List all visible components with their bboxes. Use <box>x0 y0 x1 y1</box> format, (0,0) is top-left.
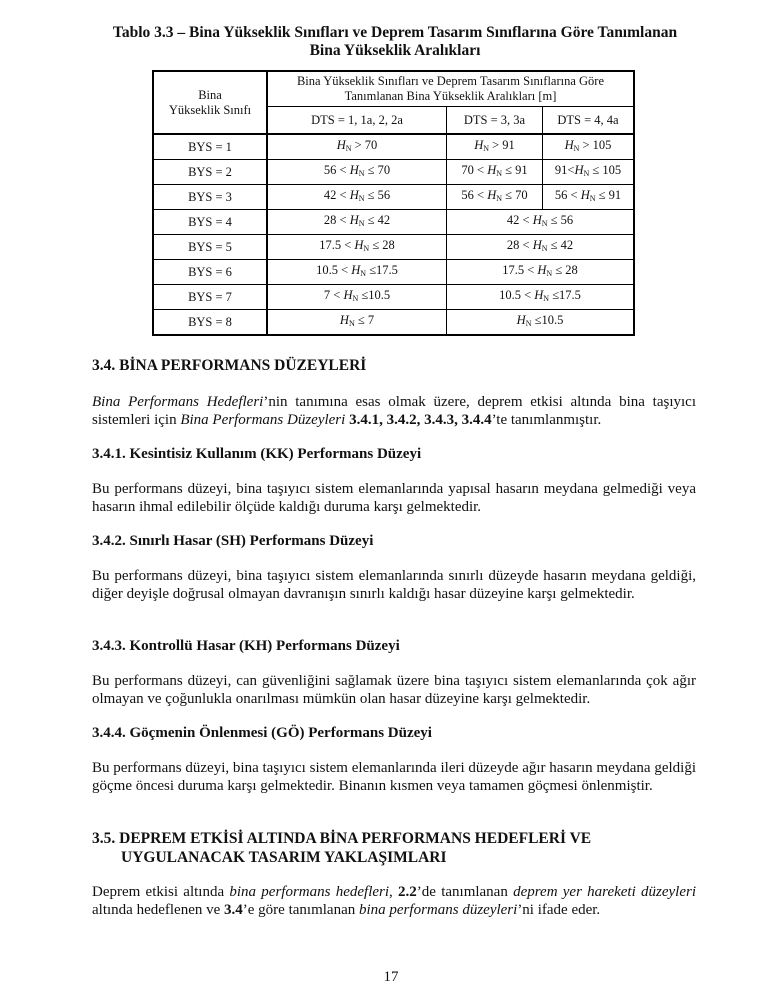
range-cell-merged: $28 < H_N \le 42$ <box>447 235 635 260</box>
table-caption-line-2: Bina Yükseklik Aralıkları <box>309 42 481 59</box>
bys-cell: BYS = 2 <box>153 160 267 185</box>
row-header-line-2: Yükseklik Sınıfı <box>168 102 252 117</box>
range-cell: $17.5 < H_N \le 28$ <box>267 235 447 260</box>
section-heading-3-5-line-2: UYGULANACAK TASARIM YAKLAŞIMLARI <box>121 849 447 866</box>
bys-cell: BYS = 8 <box>153 310 267 336</box>
section-3-4-4-paragraph: Bu performans düzeyi, bina taşıyıcı sistem elemanlarında ileri düzeyde ağır hasarın meydana geldiği göçme öncesi duruma karşı gelmektedir. Binanın kısmen veya tamamen göçmesi önlenmiştir. <box>92 760 696 794</box>
bys-cell: BYS = 3 <box>153 185 267 210</box>
bys-cell: BYS = 1 <box>153 134 267 160</box>
group-header-cell <box>267 71 634 107</box>
range-cell: $56 < H_N \le 70$ <box>267 160 447 185</box>
table-row <box>153 260 634 285</box>
group-header-line-1: Bina Yükseklik Sınıfları ve Deprem Tasarım Sınıflarına Göre <box>296 74 605 88</box>
section-3-4-1-paragraph: Bu performans düzeyi, bina taşıyıcı sistem elemanlarında yapısal hasarın meydana gelmediği veya hasarın ihmal edilebilir ölçüde kaldığı duruma karşı gelmektedir. <box>92 481 696 515</box>
range-cell: $56 < H_N \le 91$ <box>543 185 635 210</box>
column-header-dts-3: DTS = 3, 3a <box>447 107 543 135</box>
row-header-cell <box>153 71 267 134</box>
range-cell: $70 < H_N \le 91$ <box>447 160 543 185</box>
building-height-class-table <box>152 70 635 336</box>
section-heading-3-5 <box>92 829 591 867</box>
table-row <box>153 285 634 310</box>
range-cell: $42 < H_N \le 56$ <box>267 185 447 210</box>
section-3-4-3-paragraph: Bu performans düzeyi, can güvenliğini sağlamak üzere bina taşıyıcı sistem elemanlarında çok ağır olmayan ve çoğunlukla onarılması mümkün olan hasar düzeyine karşı gelmektedir. <box>92 673 696 707</box>
range-cell: $7 < H_N \le 10.5$ <box>267 285 447 310</box>
table-caption-line-1: Tablo 3.3 – Bina Yükseklik Sınıfları ve Deprem Tasarım Sınıflarına Göre Tanımlanan <box>112 24 678 41</box>
page-number: 17 <box>383 969 399 985</box>
section-heading-3-5-line-1: 3.5. DEPREM ETKİSİ ALTINDA BİNA PERFORMANS HEDEFLERİ VE <box>92 830 592 847</box>
section-heading-3-4: 3.4. BİNA PERFORMANS DÜZEYLERİ <box>92 357 367 374</box>
table-row <box>153 134 634 160</box>
section-heading-3-4-1: 3.4.1. Kesintisiz Kullanım (KK) Performans Düzeyi <box>92 446 422 462</box>
table-row <box>153 235 634 260</box>
section-3-5-paragraph: Deprem etkisi altında bina performans hedefleri, 2.2’de tanımlanan deprem yer hareketi düzeyleri altında hedeflenen ve 3.4’e göre tanımlanan bina performans düzeyleri’ni ifade eder. <box>92 884 696 918</box>
table-row <box>153 310 634 336</box>
section-heading-3-4-4: 3.4.4. Göçmenin Önlenmesi (GÖ) Performans Düzeyi <box>92 725 432 741</box>
range-cell: $H_N > 91$ <box>447 134 543 160</box>
range-cell: $91<H_N \le 105$ <box>543 160 635 185</box>
range-cell: $56 < H_N \le 70$ <box>447 185 543 210</box>
bys-cell: BYS = 6 <box>153 260 267 285</box>
range-cell: $H_N \le 7$ <box>267 310 447 336</box>
group-header-line-2: Tanımlanan Bina Yükseklik Aralıkları [m] <box>344 89 557 103</box>
table-row <box>153 160 634 185</box>
range-cell: $28 < H_N \le 42$ <box>267 210 447 235</box>
range-cell-merged: $17.5 < H_N \le 28$ <box>447 260 635 285</box>
section-heading-3-4-3: 3.4.3. Kontrollü Hasar (KH) Performans Düzeyi <box>92 638 400 654</box>
range-cell: $H_N > 70$ <box>267 134 447 160</box>
range-cell: $H_N > 105$ <box>543 134 635 160</box>
column-header-dts-4: DTS = 4, 4a <box>543 107 635 135</box>
table-row <box>153 185 634 210</box>
range-cell-merged: $H_N \le 10.5$ <box>447 310 635 336</box>
row-header-line-1: Bina <box>198 87 222 102</box>
range-cell: $10.5 < H_N \le 17.5$ <box>267 260 447 285</box>
bys-cell: BYS = 5 <box>153 235 267 260</box>
bys-cell: BYS = 7 <box>153 285 267 310</box>
section-3-4-paragraph: Bina Performans Hedefleri’nin tanımına esas olmak üzere, deprem etkisi altında bina taşıyıcı sistemleri için Bina Performans Düzeyleri 3.4.1, 3.4.2, 3.4.3, 3.4.4’te tanımlanmıştır. <box>92 394 696 428</box>
range-cell-merged: $42 < H_N \le 56$ <box>447 210 635 235</box>
table-row <box>153 210 634 235</box>
section-3-4-2-paragraph: Bu performans düzeyi, bina taşıyıcı sistem elemanlarında sınırlı düzeyde hasarın meydana geldiği, diğer deyişle doğrusal olmayan davranışın sınırlı kaldığı hasar düzeyine karşı gelmektedir. <box>92 568 696 602</box>
bys-cell: BYS = 4 <box>153 210 267 235</box>
column-header-dts-1: DTS = 1, 1a, 2, 2a <box>267 107 447 135</box>
table-caption <box>90 24 700 60</box>
section-heading-3-4-2: 3.4.2. Sınırlı Hasar (SH) Performans Düzeyi <box>92 533 374 549</box>
range-cell-merged: $10.5 < H_N \le 17.5$ <box>447 285 635 310</box>
